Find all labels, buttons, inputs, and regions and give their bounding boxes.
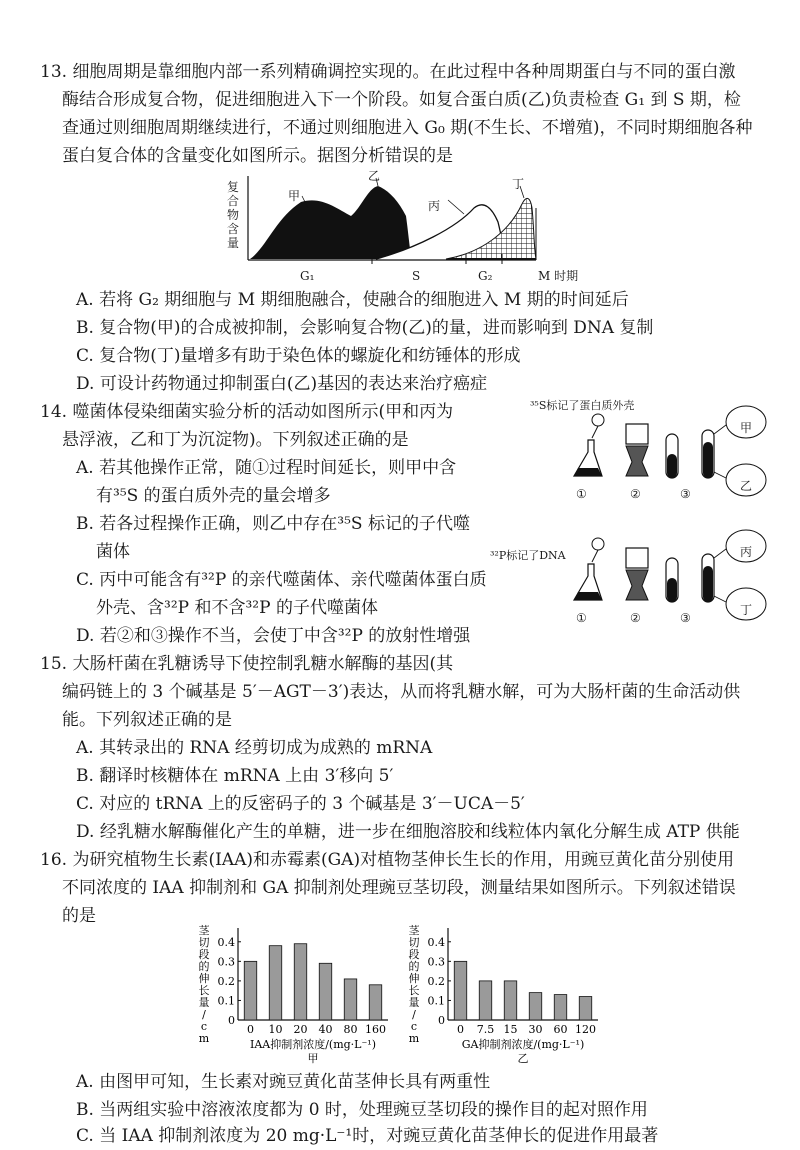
y-axis-label-char: / <box>412 1008 416 1021</box>
q15-stem-line: 能。下列叙述正确的是 <box>62 710 232 730</box>
y-axis-label-char: m <box>408 1032 420 1045</box>
bar <box>244 961 257 1020</box>
flask-liquid <box>574 592 602 600</box>
q14-top-caption: ³⁵S标记了蛋白质外壳 <box>530 399 635 412</box>
bar <box>344 979 357 1020</box>
q14-top-row <box>574 406 766 496</box>
q14-option-d: D. 若②和③操作不当，会使丁中含³²P 的放射性增强 <box>76 626 471 646</box>
q16-stem-line: 的是 <box>62 906 96 926</box>
q15-option-a: A. 其转录出的 RNA 经剪切成为成熟的 mRNA <box>76 738 433 758</box>
y-tick-label: 0 <box>228 1014 235 1027</box>
bar <box>319 963 332 1020</box>
q14-option-c: C. 丙中可能含有³²P 的亲代噬菌体、亲代噬菌体蛋白质 <box>76 570 487 590</box>
bar <box>579 997 592 1020</box>
q14-bottom-caption: ³²P标记了DNA <box>490 549 566 562</box>
q13-label-jia: 甲 <box>288 189 301 203</box>
q13-stem-line: 蛋白复合体的含量变化如图所示。据图分析错误的是 <box>62 146 453 166</box>
chart-title: 乙 <box>517 1052 529 1064</box>
q13-phase-g2: G₂ <box>478 269 493 283</box>
phage-icon <box>592 414 604 426</box>
q13-stem-line: 13. 细胞周期是靠细胞内部一系列精确调控实现的。在此过程中各种周期蛋白与不同的蛋白激 <box>40 62 736 82</box>
x-tick-label: 120 <box>575 1023 596 1036</box>
q13-option-d: D. 可设计药物通过抑制蛋白(乙)基因的表达来治疗癌症 <box>76 374 488 394</box>
y-axis-label-char: 伸 <box>408 972 420 985</box>
q14-step-2b: ② <box>630 611 641 625</box>
y-axis-label-char: c <box>200 1020 208 1033</box>
q15-option-c: C. 对应的 tRNA 上的反密码子的 3 个碱基是 3′－UCA－5′ <box>76 794 525 814</box>
x-tick-label: 0 <box>457 1023 464 1036</box>
q16-charts <box>196 924 616 1064</box>
y-tick-label: 0.2 <box>427 974 445 988</box>
tube-sediment <box>667 578 677 602</box>
q13-stem-line: 酶结合形成复合物，促进细胞进入下一个阶段。如复合蛋白质(乙)负责检查 G₁ 到 S 期，检 <box>62 90 741 110</box>
y-axis-label-char: c <box>410 1020 418 1033</box>
y-axis-label-char: 切 <box>198 936 210 949</box>
tube-sediment <box>703 442 713 478</box>
tube-sediment <box>703 566 713 602</box>
q13-label-ding: 丁 <box>512 177 525 191</box>
x-tick-label: 160 <box>365 1023 386 1036</box>
y-axis-label-char: 伸 <box>198 972 210 985</box>
x-tick-label: 10 <box>268 1023 283 1036</box>
y-tick-label: 0.1 <box>217 994 235 1008</box>
blender-icon <box>626 548 648 568</box>
q13-leader-bing <box>448 200 464 214</box>
y-tick-label: 0 <box>438 1014 445 1027</box>
q13-option-b: B. 复合物(甲)的合成被抑制，会影响复合物(乙)的量，进而影响到 DNA 复制 <box>76 318 654 338</box>
x-tick-label: 80 <box>343 1023 358 1036</box>
y-axis-label-char: 段 <box>408 948 420 961</box>
q14-step-1b: ① <box>576 611 587 625</box>
q15-stem-line: 编码链上的 3 个碱基是 5′－AGT－3′)表达，从而将乳糖水解，可为大肠杆菌的生命活动供 <box>62 682 741 702</box>
q16-stem-line: 16. 为研究植物生长素(IAA)和赤霉素(GA)对植物茎伸长生长的作用，用豌豆黄化苗分别使用 <box>40 850 735 870</box>
q13-stem-line: 查通过则细胞周期继续进行，不通过则细胞进入 G₀ 期(不生长、不增殖)，不同时期细胞各种 <box>62 118 753 138</box>
y-tick-label: 0.3 <box>427 955 445 969</box>
x-axis-label: GA抑制剂浓度/(mg·L⁻¹) <box>461 1038 585 1051</box>
y-axis-label-char: 量 <box>408 996 420 1009</box>
q14-option-c-cont: 外壳、含³²P 和不含³²P 的子代噬菌体 <box>96 598 378 618</box>
q13-phase-s: S <box>412 269 421 283</box>
y-axis-label-char: 量 <box>198 996 210 1009</box>
q16-option-a: A. 由图甲可知，生长素对豌豆黄化苗茎伸长具有两重性 <box>76 1072 491 1092</box>
q14-label-ding: 丁 <box>740 603 753 617</box>
bar <box>454 961 467 1020</box>
q14-step-3b: ③ <box>680 611 691 625</box>
q14-option-b: B. 若各过程操作正确，则乙中存在³⁵S 标记的子代噬 <box>76 514 470 534</box>
q13-label-bing: 丙 <box>428 199 441 213</box>
q16-option-b: B. 当两组实验中溶液浓度都为 0 时，处理豌豆茎切段的操作目的起对照作用 <box>76 1100 648 1120</box>
q14-option-a: A. 若其他操作正常，随①过程时间延长，则甲中含 <box>76 458 457 478</box>
bar <box>504 981 517 1020</box>
y-tick-label: 0.4 <box>427 935 445 949</box>
arrow <box>592 426 598 438</box>
q13-complex-jia <box>250 186 412 259</box>
q14-label-bing: 丙 <box>740 545 753 559</box>
q14-label-jia: 甲 <box>740 421 753 435</box>
bar <box>554 995 567 1020</box>
y-axis-label-char: / <box>202 1008 206 1021</box>
y-axis-label-char: 茎 <box>408 924 420 937</box>
q14-bottom-row <box>574 530 766 620</box>
q13-y-axis-label: 复合物含量 <box>226 180 239 250</box>
y-axis-label-char: 的 <box>198 960 210 973</box>
chart-title: 甲 <box>307 1052 319 1064</box>
q16-option-c: C. 当 IAA 抑制剂浓度为 20 mg·L⁻¹时，对豌豆黄化苗茎伸长的促进作用最著 <box>76 1126 659 1146</box>
y-axis-label-char: m <box>198 1032 210 1045</box>
q14-stem-line: 悬浮液，乙和丁为沉淀物)。下列叙述正确的是 <box>62 430 409 450</box>
bar <box>529 993 542 1020</box>
q14-option-b-cont: 菌体 <box>96 542 130 562</box>
q14-figure <box>490 392 770 642</box>
q13-figure <box>226 168 596 286</box>
q13-option-a: A. 若将 G₂ 期细胞与 M 期细胞融合，使融合的细胞进入 M 期的时间延后 <box>76 290 629 310</box>
y-axis-label-char: 长 <box>198 984 210 997</box>
tube-sediment <box>667 454 677 478</box>
x-tick-label: 7.5 <box>476 1023 495 1036</box>
x-tick-label: 20 <box>293 1023 308 1036</box>
y-axis-label-char: 切 <box>408 936 420 949</box>
x-tick-label: 0 <box>247 1023 254 1036</box>
q13-phase-g1: G₁ <box>300 269 315 283</box>
q14-step-3: ③ <box>680 487 691 501</box>
q14-stem-line: 14. 噬菌体侵染细菌实验分析的活动如图所示(甲和丙为 <box>40 402 454 422</box>
phage-icon <box>592 538 604 550</box>
y-tick-label: 0.1 <box>427 994 445 1008</box>
y-tick-label: 0.4 <box>217 935 235 949</box>
q15-option-d: D. 经乳糖水解酶催化产生的单糖，进一步在细胞溶胶和线粒体内氧化分解生成 ATP 供能 <box>76 822 740 842</box>
x-tick-label: 60 <box>553 1023 568 1036</box>
bar <box>269 946 282 1020</box>
x-tick-label: 40 <box>318 1023 333 1036</box>
blender-base <box>626 570 648 600</box>
x-tick-label: 15 <box>503 1023 518 1036</box>
flask-liquid <box>574 468 602 476</box>
y-tick-label: 0.2 <box>217 974 235 988</box>
bar <box>294 944 307 1020</box>
bar <box>479 981 492 1020</box>
arrow <box>592 550 598 562</box>
x-tick-label: 30 <box>528 1023 543 1036</box>
q14-step-2: ② <box>630 487 641 501</box>
q14-option-a-cont: 有³⁵S 的蛋白质外壳的量会增多 <box>96 486 331 506</box>
q14-label-yi: 乙 <box>740 479 753 493</box>
y-axis-label-char: 茎 <box>198 924 210 937</box>
blender-icon <box>626 424 648 444</box>
y-axis-label-char: 长 <box>408 984 420 997</box>
q16-stem-line: 不同浓度的 IAA 抑制剂和 GA 抑制剂处理豌豆茎切段，测量结果如图所示。下列叙述错误 <box>62 878 736 898</box>
q16-bar-charts <box>196 924 616 1064</box>
q14-apparatus <box>530 392 770 642</box>
q15-option-b: B. 翻译时核糖体在 mRNA 上由 3′移向 5′ <box>76 766 394 786</box>
blender-base <box>626 446 648 476</box>
bar <box>369 985 382 1020</box>
y-axis-label-char: 段 <box>198 948 210 961</box>
q13-phase-m: M 时期 <box>538 269 579 283</box>
y-tick-label: 0.3 <box>217 955 235 969</box>
y-axis-label-char: 的 <box>408 960 420 973</box>
q15-stem-line: 15. 大肠杆菌在乳糖诱导下使控制乳糖水解酶的基因(其 <box>40 654 454 674</box>
q14-step-1: ① <box>576 487 587 501</box>
x-axis-label: IAA抑制剂浓度/(mg·L⁻¹) <box>249 1038 377 1051</box>
q13-label-yi: 乙 <box>368 169 381 183</box>
q13-option-c: C. 复合物(丁)量增多有助于染色体的螺旋化和纺锤体的形成 <box>76 346 521 366</box>
